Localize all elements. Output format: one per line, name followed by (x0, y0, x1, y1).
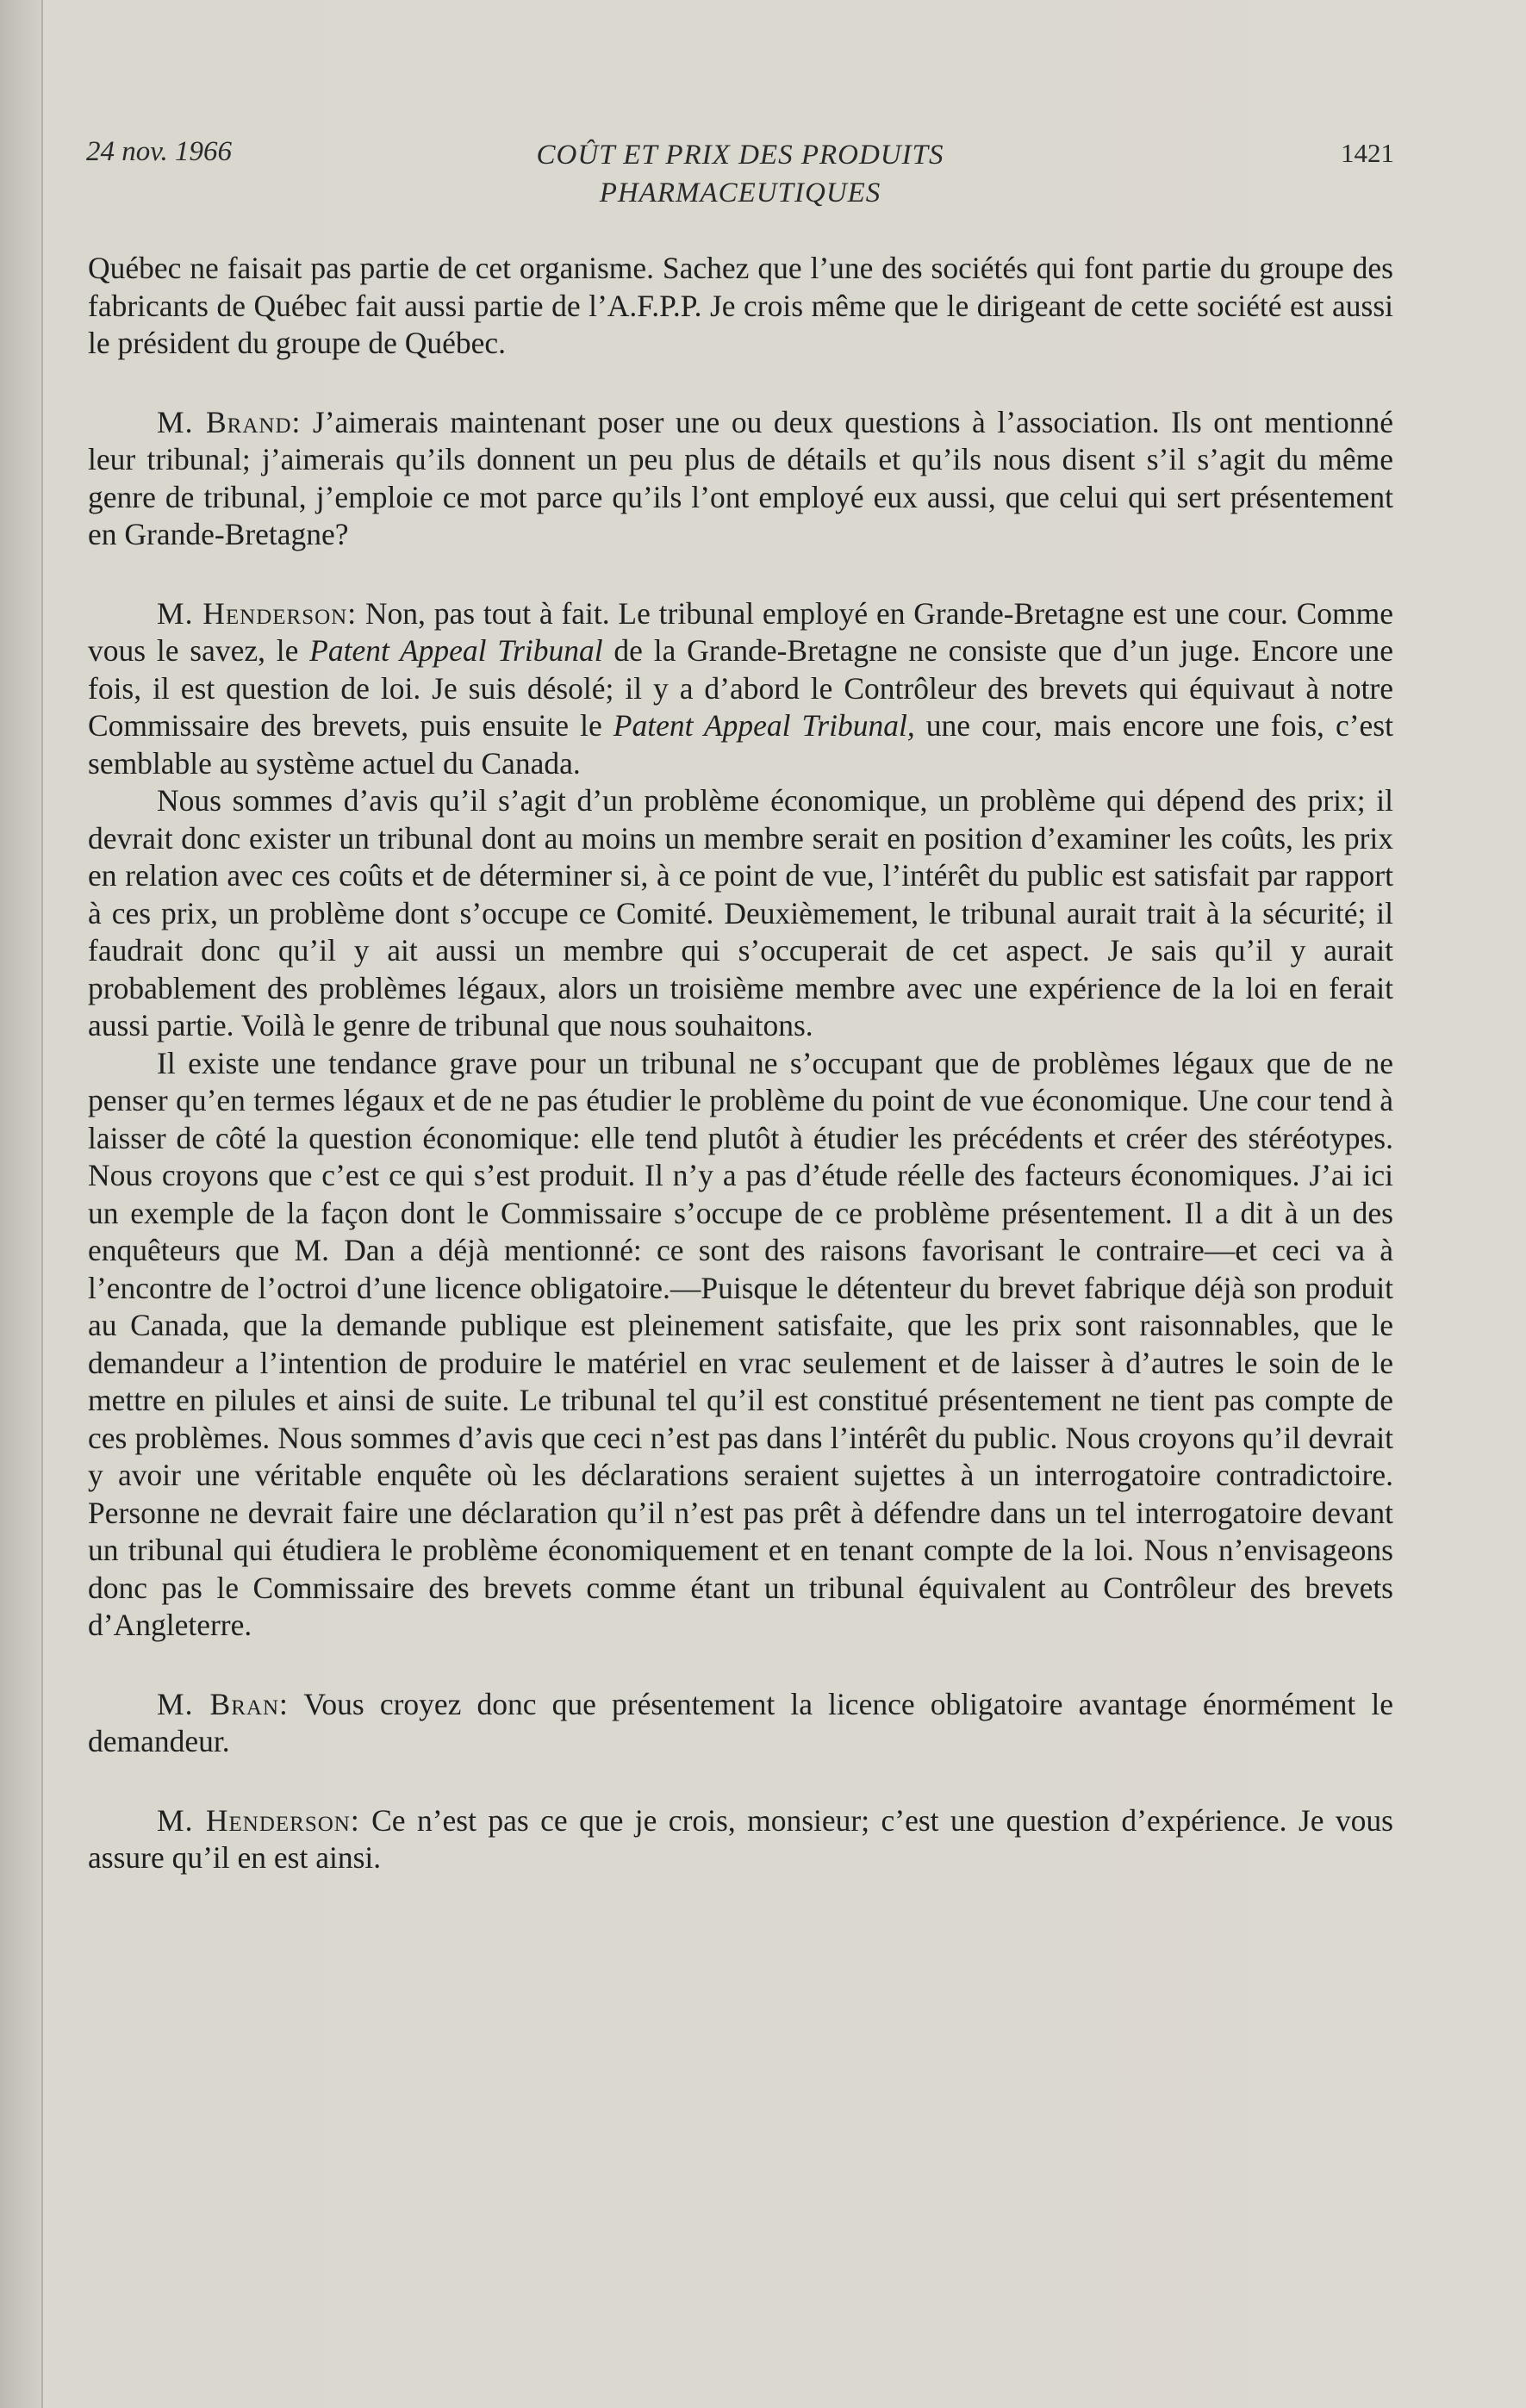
italic-title: Patent Appeal Tribunal (309, 633, 603, 668)
speech-text: Vous croyez donc que présentement la licence obligatoire avantage énormément le demandeur. (88, 1686, 1393, 1758)
speech-text: une cour, mais encore une fois, c’est semblable au système actuel du Canada. (88, 708, 1393, 781)
paragraph-4: Nous sommes d’avis qu’il s’agit d’un problème économique, un problème qui dépend des prix; il devrait donc exister un tribunal dont au moins un membre serait en position d’examiner les coûts, les prix en relation avec ces coûts et de déterminer si, à ce point de vue, l’intérêt du public est satisfait par rapport à ces prix, un problème dont s’occupe ce Comité. Deuxièmement, le tribunal aurait trait à la sécurité; il faudrait donc qu’il y ait aussi un membre qui s’occuperait de cet aspect. Je sais qu’il y aurait probablement des problèmes légaux, alors un troisième membre avec une expérience de la loi en ferait aussi partie. Voilà le genre de tribunal que nous souhaitons. (88, 783, 1393, 1042)
binding-gutter (0, 0, 43, 2408)
running-header (86, 136, 1394, 214)
paragraph-7 (88, 1802, 1393, 1877)
header-date: 24 nov. 1966 (86, 136, 232, 167)
page-body (88, 250, 1393, 1877)
speech-text: Non, pas tout à fait. Le tribunal employé en Grande-Bretagne est une cour. Comme vous le savez, le (88, 595, 1394, 668)
paragraph-2 (88, 404, 1393, 554)
speaker-name: M. Henderson: (157, 1802, 360, 1838)
header-title-line-2: PHARMACEUTIQUES (599, 177, 881, 208)
italic-title: Patent Appeal Tribunal, (613, 708, 915, 743)
speech-text: J’aimerais maintenant poser une ou deux questions à l’association. Ils ont mentionné leur tribunal; j’aimerais qu’ils donnent un peu plus de détails et qu’ils nous disent s’il s’agit du même genre de tribunal, j’emploie ce mot parce qu’ils l’ont employé eux aussi, que celui qui sert présentement en Grande-Bretagne? (88, 404, 1393, 551)
speech-text: Ce n’est pas ce que je crois, monsieur; c’est une question d’expérience. Je vous assure qu’il en est ainsi. (88, 1802, 1393, 1875)
paragraph-1: Québec ne faisait pas partie de cet organisme. Sachez que l’une des sociétés qui font partie du groupe des fabricants de Québec fait aussi partie de l’A.F.P.P. Je crois même que le dirigeant de cette société est aussi le président du groupe de Québec. (88, 251, 1393, 360)
page-number: 1421 (1341, 138, 1394, 168)
paragraph-6 (88, 1686, 1393, 1761)
paragraph-3 (88, 595, 1393, 783)
speaker-name: M. Bran: (157, 1686, 289, 1721)
header-title-line-1: COÛT ET PRIX DES PRODUITS (536, 140, 944, 171)
speech-text: de la Grande-Bretagne ne consiste que d’un juge. Encore une fois, il est question de loi. Je suis désolé; il y a d’abord le Contrôleur des brevets qui équivaut à notre Commissaire des brevets, puis ensuite le (88, 633, 1394, 743)
header-title (86, 136, 1394, 212)
speaker-name: M. Brand: (157, 404, 302, 439)
speaker-name: M. Henderson: (157, 595, 358, 631)
paragraph-5: Il existe une tendance grave pour un tribunal ne s’occupant que de problèmes légaux que de ne penser qu’en termes légaux et de ne pas étudier le problème du point de vue économique. Une cour tend à laisser de côté la question économique: elle tend plutôt à étudier les précédents et créer des stéréotypes. Nous croyons que c’est ce qui s’est produit. Il n’y a pas d’étude réelle des facteurs économiques. J’ai ici un exemple de la façon dont le Commissaire s’occupe de ce problème présentement. Il a dit à un des enquêteurs que M. Dan a déjà mentionné: ce sont des raisons favorisant le contraire—et ceci va à l’encontre de l’octroi d’une licence obligatoire.—Puisque le détenteur du brevet fabrique déjà son produit au Canada, que la demande publique est pleinement satisfaite, que les prix sont raisonnables, que le demandeur a l’intention de produire le matériel en vrac seulement et de laisser à d’autres le soin de le mettre en pilules et ainsi de suite. Le tribunal tel qu’il est constitué présentement ne tient pas compte de ces problèmes. Nous sommes d’avis que ceci n’est pas dans l’intérêt du public. Nous croyons qu’il devrait y avoir une véritable enquête où les déclarations seraient sujettes à un interrogatoire contradictoire. Personne ne devrait faire une déclaration qu’il n’est pas prêt à défendre dans un tel interrogatoire devant un tribunal qui étudiera le problème économiquement et en tenant compte de la loi. Nous n’envisageons donc pas le Commissaire des brevets comme étant un tribunal équivalent au Contrôleur des brevets d’Angleterre. (88, 1045, 1393, 1642)
